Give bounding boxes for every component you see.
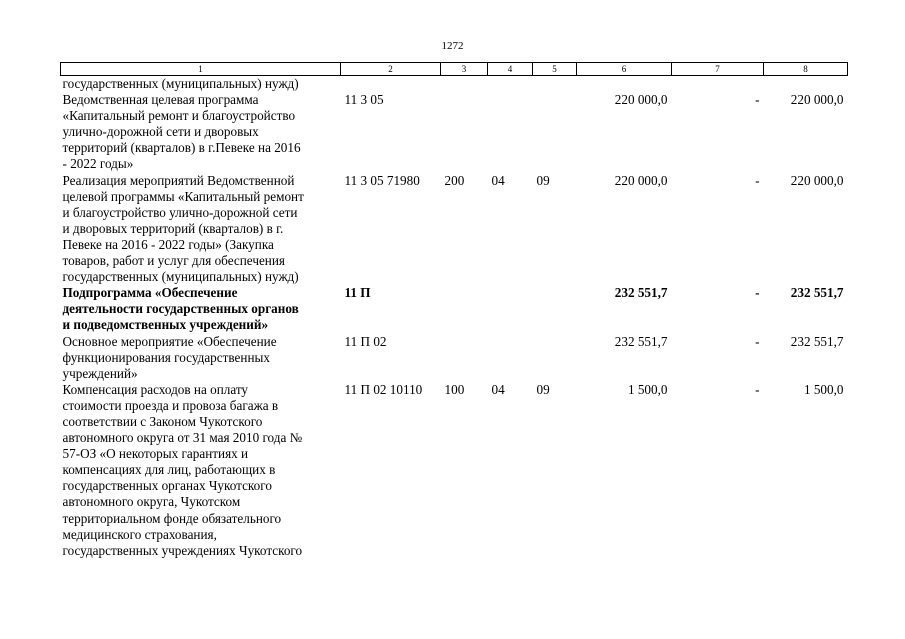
row-change: - (755, 285, 760, 301)
description-line: и благоустройство улично-дорожной сети (62, 204, 298, 220)
row-total (764, 76, 848, 93)
row-code: 11 П (344, 285, 371, 301)
row-description (61, 76, 341, 93)
table-row (61, 92, 848, 172)
description-line: и подведомственных учреждений» (62, 317, 269, 333)
description-line: стоимости проезда и провоза багажа в (62, 397, 279, 413)
row-description (61, 173, 341, 286)
row-amount (577, 76, 672, 93)
row-section: 04 (491, 172, 505, 188)
column-numbers-row (61, 63, 848, 76)
table-row (61, 382, 848, 559)
description-line: государственных (муниципальных) нужд) (62, 76, 299, 91)
table-row (61, 334, 848, 382)
column-header-1: 1 (61, 63, 341, 76)
column-header-2: 2 (341, 63, 441, 76)
description-line: Ведомственная целевая программа (62, 92, 259, 108)
description-line: учреждений» (62, 365, 138, 381)
row-amount: 220 000,0 (614, 172, 668, 188)
description-line: 57-ОЗ «О некоторых гарантиях и (62, 446, 249, 462)
column-header-8: 8 (764, 63, 848, 76)
row-total: 220 000,0 (790, 92, 844, 108)
row-expense-type (441, 285, 488, 333)
row-code: 11 П 02 10110 (344, 381, 423, 397)
description-line: деятельности государственных органов (62, 301, 299, 317)
description-line: государственных (муниципальных) нужд) (62, 269, 299, 285)
page-number: 1272 (441, 40, 464, 52)
row-section (488, 334, 533, 382)
row-total: 220 000,0 (790, 172, 844, 188)
row-section (488, 285, 533, 333)
description-line: соответствии с Законом Чукотского (62, 413, 263, 429)
row-subsection (533, 76, 577, 93)
column-header-3: 3 (441, 63, 488, 76)
row-section (488, 92, 533, 172)
description-line: автономного округа, Чукотском (62, 494, 241, 510)
description-line: Певеке на 2016 - 2022 годы» (Закупка (62, 236, 274, 252)
description-line: улично-дорожной сети и дворовых (62, 124, 259, 140)
row-total: 232 551,7 (790, 285, 844, 301)
table-row (61, 285, 848, 333)
row-section: 04 (491, 381, 505, 397)
row-description (61, 92, 341, 172)
row-subsection (533, 285, 577, 333)
column-header-4: 4 (488, 63, 533, 76)
row-amount: 1 500,0 (627, 381, 668, 397)
description-line: Основное мероприятие «Обеспечение (62, 333, 277, 349)
row-expense-type: 200 (444, 172, 465, 188)
row-amount: 232 551,7 (614, 333, 668, 349)
description-line: территорий (кварталов) в г.Певеке на 2016 (62, 140, 301, 156)
description-line: автономного округа от 31 мая 2010 года № (62, 430, 303, 446)
description-line: территориальном фонде обязательного (62, 510, 282, 526)
row-code: 11 3 05 71980 (344, 172, 420, 188)
column-header-7: 7 (672, 63, 764, 76)
row-change: - (755, 92, 760, 108)
table-body (61, 76, 848, 559)
row-code: 11 П 02 (344, 333, 387, 349)
description-line: государственных учреждениях Чукотского (62, 542, 303, 558)
row-change: - (755, 172, 760, 188)
description-line: «Капитальный ремонт и благоустройство (62, 108, 296, 124)
row-change: - (755, 381, 760, 397)
row-expense-type: 100 (444, 381, 465, 397)
table-row (61, 76, 848, 93)
description-line: государственных органах Чукотского (62, 478, 272, 494)
row-total: 1 500,0 (803, 381, 844, 397)
description-line: Реализация мероприятий Ведомственной (62, 172, 295, 188)
row-expense-type (441, 76, 488, 93)
row-change: - (755, 333, 760, 349)
description-line: компенсациях для лиц, работающих в (62, 462, 276, 478)
row-code: 11 3 05 (344, 92, 384, 108)
row-total: 232 551,7 (790, 333, 844, 349)
column-header-5: 5 (533, 63, 577, 76)
row-description (61, 285, 341, 333)
budget-table (60, 62, 848, 559)
row-code (341, 76, 441, 93)
row-subsection: 09 (536, 381, 550, 397)
description-line: медицинского страхования, (62, 526, 217, 542)
row-expense-type (441, 334, 488, 382)
row-description (61, 382, 341, 559)
description-line: функционирования государственных (62, 349, 270, 365)
row-subsection (533, 334, 577, 382)
row-subsection: 09 (536, 172, 550, 188)
description-line: Компенсация расходов на оплату (62, 381, 249, 397)
column-header-6: 6 (577, 63, 672, 76)
description-line: и дворовых территорий (кварталов) в г. (62, 220, 284, 236)
row-section (488, 76, 533, 93)
row-amount: 220 000,0 (614, 92, 668, 108)
row-expense-type (441, 92, 488, 172)
row-change (672, 76, 764, 93)
table-row (61, 173, 848, 286)
row-subsection (533, 92, 577, 172)
description-line: товаров, работ и услуг для обеспечения (62, 253, 285, 269)
description-line: Подпрограмма «Обеспечение (62, 285, 238, 301)
description-line: целевой программы «Капитальный ремонт (62, 188, 304, 204)
description-line: - 2022 годы» (62, 156, 134, 172)
row-amount: 232 551,7 (614, 285, 668, 301)
row-description (61, 334, 341, 382)
